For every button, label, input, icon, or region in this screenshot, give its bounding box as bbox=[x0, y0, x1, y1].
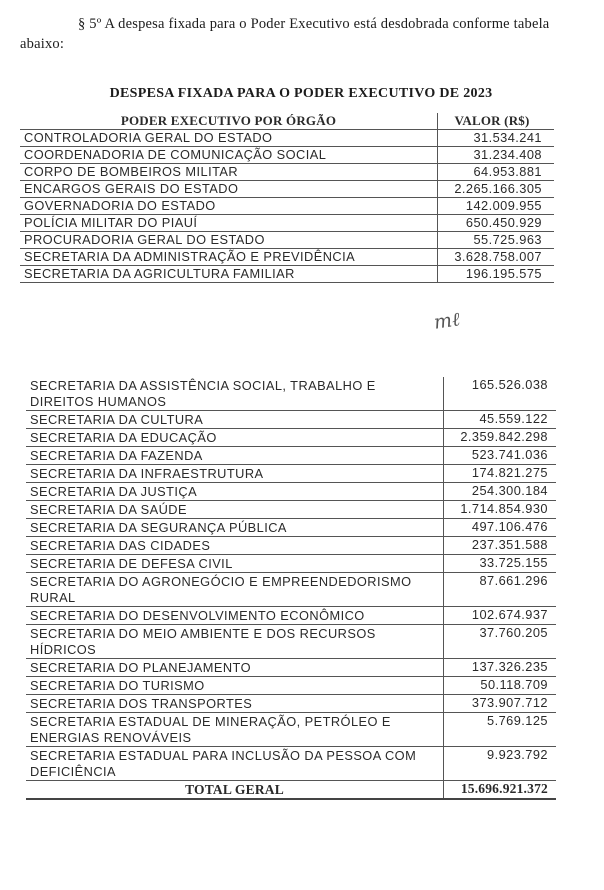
org-name-cell: SECRETARIA DA INFRAESTRUTURA bbox=[26, 465, 444, 483]
value-cell: 254.300.184 bbox=[444, 483, 557, 501]
total-label: TOTAL GERAL bbox=[26, 781, 444, 800]
value-cell: 237.351.588 bbox=[444, 537, 557, 555]
header-org: PODER EXECUTIVO POR ÓRGÃO bbox=[20, 113, 438, 130]
org-name-cell: SECRETARIA DO DESENVOLVIMENTO ECONÔMICO bbox=[26, 607, 444, 625]
table-row bbox=[26, 447, 556, 465]
org-name-cell: SECRETARIA DO MEIO AMBIENTE E DOS RECURSOS HÍDRICOS bbox=[26, 625, 444, 659]
org-name-cell: SECRETARIA DA ADMINISTRAÇÃO E PREVIDÊNCIA bbox=[20, 249, 438, 266]
org-name-cell: SECRETARIA DE DEFESA CIVIL bbox=[26, 555, 444, 573]
table-row bbox=[26, 411, 556, 429]
value-cell: 2.265.166.305 bbox=[438, 181, 555, 198]
value-cell: 650.450.929 bbox=[438, 215, 555, 232]
table-row bbox=[26, 519, 556, 537]
total-row bbox=[26, 781, 556, 800]
table-row bbox=[26, 677, 556, 695]
org-name-cell: SECRETARIA DA JUSTIÇA bbox=[26, 483, 444, 501]
table-row bbox=[20, 232, 554, 249]
table-title: DESPESA FIXADA PARA O PODER EXECUTIVO DE 2023 bbox=[109, 86, 493, 101]
table-row bbox=[20, 130, 554, 147]
intro-paragraph bbox=[20, 14, 598, 54]
org-name-cell: CORPO DE BOMBEIROS MILITAR bbox=[20, 164, 438, 181]
org-name-cell: SECRETARIA DA SAÚDE bbox=[26, 501, 444, 519]
table-row bbox=[20, 266, 554, 283]
org-name-cell: SECRETARIA DA ASSISTÊNCIA SOCIAL, TRABALHO E DIREITOS HUMANOS bbox=[26, 377, 444, 411]
org-name-cell: SECRETARIA DO TURISMO bbox=[26, 677, 444, 695]
expense-table-part-2 bbox=[26, 377, 556, 800]
table-row bbox=[26, 659, 556, 677]
value-cell: 196.195.575 bbox=[438, 266, 555, 283]
table-body-part-1 bbox=[20, 130, 554, 283]
table-row bbox=[26, 747, 556, 781]
total-value: 15.696.921.372 bbox=[444, 781, 557, 800]
table-body-part-2 bbox=[26, 377, 556, 781]
table-header-row bbox=[20, 113, 554, 130]
org-name-cell: ENCARGOS GERAIS DO ESTADO bbox=[20, 181, 438, 198]
org-name-cell: SECRETARIA ESTADUAL PARA INCLUSÃO DA PESSOA COM DEFICIÊNCIA bbox=[26, 747, 444, 781]
value-cell: 165.526.038 bbox=[444, 377, 557, 411]
org-name-cell: SECRETARIA DA AGRICULTURA FAMILIAR bbox=[20, 266, 438, 283]
org-name-cell: CONTROLADORIA GERAL DO ESTADO bbox=[20, 130, 438, 147]
value-cell: 45.559.122 bbox=[444, 411, 557, 429]
value-cell: 373.907.712 bbox=[444, 695, 557, 713]
table-row bbox=[20, 198, 554, 215]
table-row bbox=[26, 607, 556, 625]
value-cell: 64.953.881 bbox=[438, 164, 555, 181]
table-row bbox=[26, 695, 556, 713]
value-cell: 137.326.235 bbox=[444, 659, 557, 677]
org-name-cell: SECRETARIA ESTADUAL DE MINERAÇÃO, PETRÓLEO E ENERGIAS RENOVÁVEIS bbox=[26, 713, 444, 747]
org-name-cell: POLÍCIA MILITAR DO PIAUÍ bbox=[20, 215, 438, 232]
table-row bbox=[26, 501, 556, 519]
table-row bbox=[20, 215, 554, 232]
table-row bbox=[26, 483, 556, 501]
value-cell: 2.359.842.298 bbox=[444, 429, 557, 447]
table-row bbox=[20, 147, 554, 164]
value-cell: 9.923.792 bbox=[444, 747, 557, 781]
table-row bbox=[26, 377, 556, 411]
value-cell: 33.725.155 bbox=[444, 555, 557, 573]
table-row bbox=[26, 537, 556, 555]
org-name-cell: PROCURADORIA GERAL DO ESTADO bbox=[20, 232, 438, 249]
intro-line-2: abaixo: bbox=[20, 36, 65, 52]
intro-line-1: § 5º A despesa fixada para o Poder Executivo está desdobrada conforme tabela bbox=[78, 16, 550, 32]
table-row bbox=[26, 713, 556, 747]
org-name-cell: SECRETARIA DAS CIDADES bbox=[26, 537, 444, 555]
value-cell: 55.725.963 bbox=[438, 232, 555, 249]
org-name-cell: SECRETARIA DA EDUCAÇÃO bbox=[26, 429, 444, 447]
value-cell: 1.714.854.930 bbox=[444, 501, 557, 519]
header-value: VALOR (R$) bbox=[438, 113, 555, 130]
value-cell: 523.741.036 bbox=[444, 447, 557, 465]
table-row bbox=[26, 555, 556, 573]
table-row bbox=[20, 249, 554, 266]
value-cell: 174.821.275 bbox=[444, 465, 557, 483]
org-name-cell: SECRETARIA DO AGRONEGÓCIO E EMPREENDEDORISMO RURAL bbox=[26, 573, 444, 607]
value-cell: 102.674.937 bbox=[444, 607, 557, 625]
table-row bbox=[20, 181, 554, 198]
table-row bbox=[20, 164, 554, 181]
table-row bbox=[26, 465, 556, 483]
org-name-cell: GOVERNADORIA DO ESTADO bbox=[20, 198, 438, 215]
value-cell: 31.234.408 bbox=[438, 147, 555, 164]
org-name-cell: SECRETARIA DOS TRANSPORTES bbox=[26, 695, 444, 713]
value-cell: 37.760.205 bbox=[444, 625, 557, 659]
table-row bbox=[26, 429, 556, 447]
value-cell: 142.009.955 bbox=[438, 198, 555, 215]
table-row bbox=[26, 625, 556, 659]
value-cell: 50.118.709 bbox=[444, 677, 557, 695]
org-name-cell: COORDENADORIA DE COMUNICAÇÃO SOCIAL bbox=[20, 147, 438, 164]
value-cell: 31.534.241 bbox=[438, 130, 555, 147]
value-cell: 5.769.125 bbox=[444, 713, 557, 747]
value-cell: 497.106.476 bbox=[444, 519, 557, 537]
value-cell: 87.661.296 bbox=[444, 573, 557, 607]
org-name-cell: SECRETARIA DA CULTURA bbox=[26, 411, 444, 429]
org-name-cell: SECRETARIA DA SEGURANÇA PÚBLICA bbox=[26, 519, 444, 537]
value-cell: 3.628.758.007 bbox=[438, 249, 555, 266]
table-row bbox=[26, 573, 556, 607]
org-name-cell: SECRETARIA DO PLANEJAMENTO bbox=[26, 659, 444, 677]
handwritten-initials: mℓ bbox=[432, 308, 462, 334]
expense-table-part-1 bbox=[20, 113, 554, 283]
org-name-cell: SECRETARIA DA FAZENDA bbox=[26, 447, 444, 465]
